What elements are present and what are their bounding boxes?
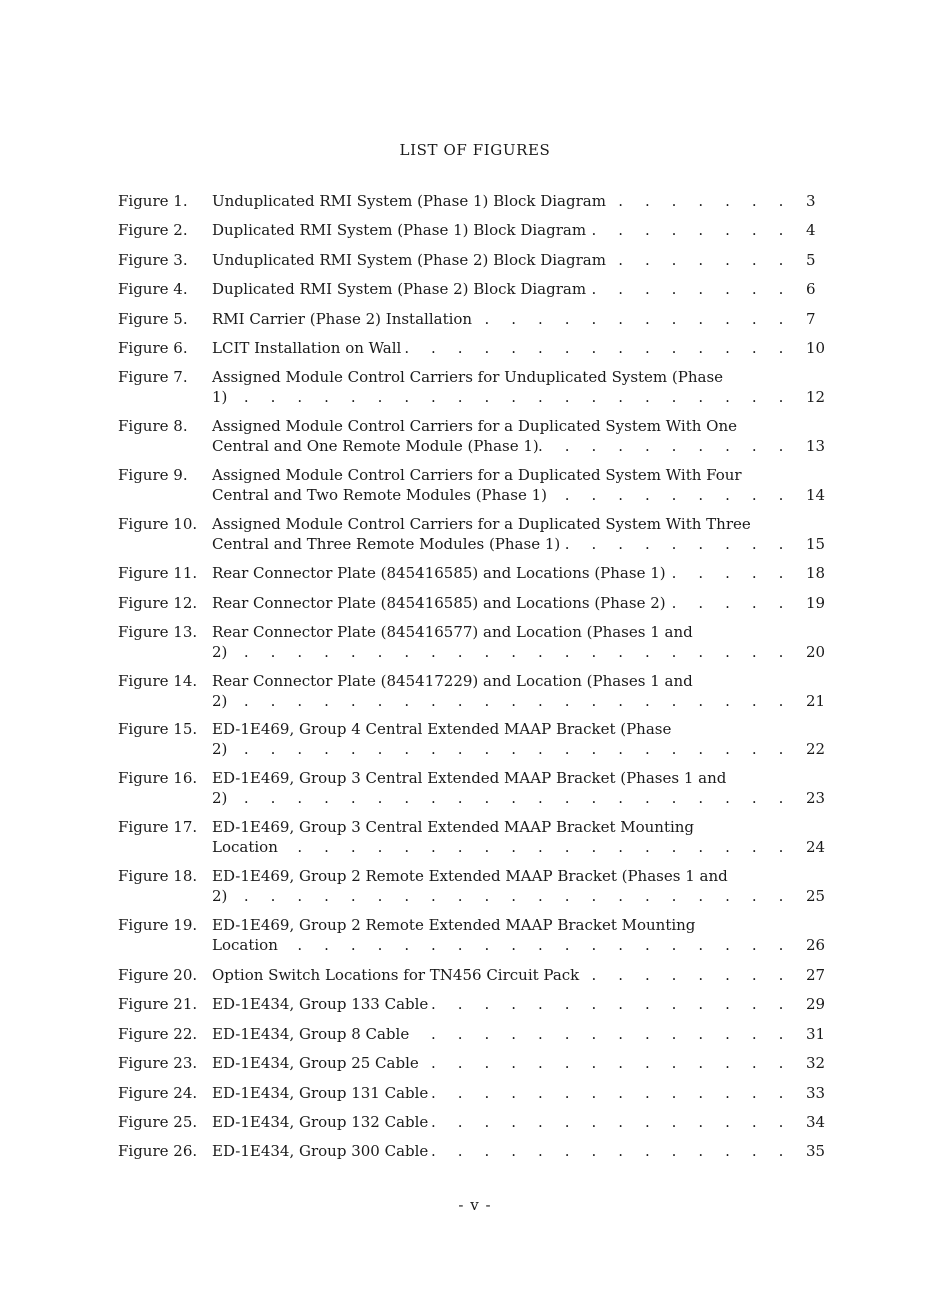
figure-caption (212, 671, 792, 711)
figure-page-number: 25 (806, 887, 826, 905)
dot-leader (472, 309, 792, 329)
dot-leader (278, 837, 792, 857)
figure-caption (212, 719, 792, 759)
figure-label: Figure 4. (118, 280, 188, 298)
caption-line: ED-1E469, Group 2 Remote Extended MAAP Bracket Mounting (212, 916, 696, 934)
caption-line: Rear Connector Plate (845416585) and Locations (Phase 2) (212, 594, 666, 612)
figure-label: Figure 24. (118, 1084, 198, 1102)
caption-line: 2) (212, 740, 228, 758)
figure-label: Figure 7. (118, 368, 188, 386)
figure-page-number: 35 (806, 1142, 826, 1160)
figure-label: Figure 23. (118, 1054, 198, 1072)
page-number-footer: - v - (458, 1196, 492, 1214)
figure-label: Figure 26. (118, 1142, 198, 1160)
caption-line: Assigned Module Control Carriers for a Duplicated System With One (212, 417, 737, 435)
dot-leader (227, 739, 792, 759)
figure-page-number: 13 (806, 437, 826, 455)
figure-caption (212, 191, 792, 211)
figure-page-number: 26 (806, 936, 826, 954)
dot-leader (586, 220, 792, 240)
figure-caption (212, 465, 792, 505)
figure-page-number: 18 (806, 564, 826, 582)
figure-page-number: 5 (806, 251, 816, 269)
figure-page-number: 32 (806, 1054, 826, 1072)
figure-caption (212, 250, 792, 270)
dot-leader (419, 1053, 792, 1073)
caption-line: 2) (212, 887, 228, 905)
caption-line: 2) (212, 643, 228, 661)
caption-line: 1) (212, 388, 228, 406)
figure-caption (212, 593, 792, 613)
dot-leader (428, 1112, 792, 1132)
dot-leader (579, 965, 792, 985)
caption-line: Rear Connector Plate (845416577) and Location (Phases 1 and (212, 623, 693, 641)
dot-leader (227, 691, 792, 711)
figure-caption (212, 514, 792, 554)
figure-label: Figure 17. (118, 818, 198, 836)
caption-line: ED-1E434, Group 8 Cable (212, 1025, 410, 1043)
figure-page-number: 24 (806, 838, 826, 856)
caption-line: ED-1E434, Group 300 Cable (212, 1142, 429, 1160)
figure-caption (212, 994, 792, 1014)
caption-line: Central and Two Remote Modules (Phase 1) (212, 486, 547, 504)
caption-line: ED-1E469, Group 3 Central Extended MAAP Bracket (Phases 1 and (212, 769, 727, 787)
dot-leader (409, 1024, 792, 1044)
caption-line: Duplicated RMI System (Phase 2) Block Diagram (212, 280, 587, 298)
figure-label: Figure 1. (118, 192, 188, 210)
figure-page-number: 20 (806, 643, 826, 661)
figure-label: Figure 5. (118, 310, 188, 328)
dot-leader (401, 338, 792, 358)
caption-line: Assigned Module Control Carriers for a Duplicated System With Three (212, 515, 751, 533)
figure-label: Figure 3. (118, 251, 188, 269)
dot-leader (666, 563, 792, 583)
dot-leader (278, 935, 792, 955)
dot-leader (227, 788, 792, 808)
figure-caption (212, 1083, 792, 1103)
figure-page-number: 22 (806, 740, 826, 758)
figure-page-number: 6 (806, 280, 816, 298)
figure-caption (212, 965, 792, 985)
dot-leader (606, 191, 792, 211)
caption-line: LCIT Installation on Wall (212, 339, 402, 357)
caption-line: Assigned Module Control Carriers for Unduplicated System (Phase (212, 368, 724, 386)
caption-line: RMI Carrier (Phase 2) Installation (212, 310, 473, 328)
caption-line: Central and One Remote Module (Phase 1) (212, 437, 539, 455)
figure-label: Figure 18. (118, 867, 198, 885)
figure-page-number: 10 (806, 339, 826, 357)
figure-label: Figure 6. (118, 339, 188, 357)
dot-leader (666, 593, 792, 613)
figure-caption (212, 1112, 792, 1132)
figure-caption (212, 1053, 792, 1073)
figure-caption (212, 866, 792, 906)
figure-label: Figure 9. (118, 466, 188, 484)
caption-line: Location (212, 936, 278, 954)
figure-label: Figure 8. (118, 417, 188, 435)
figure-page-number: 27 (806, 966, 826, 984)
caption-line: Unduplicated RMI System (Phase 1) Block Diagram (212, 192, 606, 210)
figure-caption (212, 622, 792, 662)
figure-label: Figure 2. (118, 221, 188, 239)
caption-line: ED-1E469, Group 4 Central Extended MAAP Bracket (Phase (212, 720, 672, 738)
figure-label: Figure 16. (118, 769, 198, 787)
figure-label: Figure 25. (118, 1113, 198, 1131)
figure-caption (212, 768, 792, 808)
dot-leader (227, 642, 792, 662)
dot-leader (428, 1083, 792, 1103)
figure-label: Figure 22. (118, 1025, 198, 1043)
dot-leader (547, 485, 792, 505)
figure-caption (212, 915, 792, 955)
dot-leader (227, 387, 792, 407)
figure-page-number: 34 (806, 1113, 826, 1131)
dot-leader (586, 279, 792, 299)
figure-page-number: 12 (806, 388, 826, 406)
caption-line: ED-1E469, Group 2 Remote Extended MAAP Bracket (Phases 1 and (212, 867, 728, 885)
caption-line: ED-1E434, Group 132 Cable (212, 1113, 429, 1131)
caption-line: Assigned Module Control Carriers for a Duplicated System With Four (212, 466, 742, 484)
dot-leader (560, 534, 792, 554)
dot-leader (539, 436, 792, 456)
figure-label: Figure 13. (118, 623, 198, 641)
figure-page-number: 23 (806, 789, 826, 807)
figure-label: Figure 20. (118, 966, 198, 984)
caption-line: ED-1E434, Group 133 Cable (212, 995, 429, 1013)
dot-leader (606, 250, 792, 270)
caption-line: Option Switch Locations for TN456 Circuit Pack (212, 966, 580, 984)
caption-line: 2) (212, 692, 228, 710)
dot-leader (428, 1141, 792, 1161)
figure-page-number: 7 (806, 310, 816, 328)
dot-leader (428, 994, 792, 1014)
figure-caption (212, 1024, 792, 1044)
figure-caption (212, 309, 792, 329)
figure-page-number: 21 (806, 692, 826, 710)
figure-page-number: 31 (806, 1025, 826, 1043)
figure-caption (212, 1141, 792, 1161)
figure-page-number: 14 (806, 486, 826, 504)
figure-label: Figure 21. (118, 995, 198, 1013)
caption-line: Rear Connector Plate (845416585) and Locations (Phase 1) (212, 564, 666, 582)
figure-page-number: 4 (806, 221, 816, 239)
figure-page-number: 29 (806, 995, 826, 1013)
dot-leader (227, 886, 792, 906)
figure-label: Figure 12. (118, 594, 198, 612)
figure-caption (212, 279, 792, 299)
figure-label: Figure 10. (118, 515, 198, 533)
figure-label: Figure 19. (118, 916, 198, 934)
figure-page-number: 19 (806, 594, 826, 612)
caption-line: Central and Three Remote Modules (Phase 1) (212, 535, 561, 553)
caption-line: Unduplicated RMI System (Phase 2) Block Diagram (212, 251, 606, 269)
caption-line: Rear Connector Plate (845417229) and Location (Phases 1 and (212, 672, 693, 690)
caption-line: Duplicated RMI System (Phase 1) Block Diagram (212, 221, 587, 239)
figure-caption (212, 817, 792, 857)
caption-line: Location (212, 838, 278, 856)
figure-caption (212, 220, 792, 240)
figure-caption (212, 338, 792, 358)
figure-caption (212, 416, 792, 456)
figure-caption (212, 367, 792, 407)
figure-caption (212, 563, 792, 583)
figure-page-number: 33 (806, 1084, 826, 1102)
page-title: LIST OF FIGURES (399, 141, 551, 159)
figure-label: Figure 11. (118, 564, 198, 582)
figure-label: Figure 14. (118, 672, 198, 690)
caption-line: ED-1E434, Group 25 Cable (212, 1054, 419, 1072)
figure-page-number: 3 (806, 192, 816, 210)
caption-line: ED-1E434, Group 131 Cable (212, 1084, 429, 1102)
figure-label: Figure 15. (118, 720, 198, 738)
figure-page-number: 15 (806, 535, 826, 553)
caption-line: ED-1E469, Group 3 Central Extended MAAP Bracket Mounting (212, 818, 695, 836)
caption-line: 2) (212, 789, 228, 807)
